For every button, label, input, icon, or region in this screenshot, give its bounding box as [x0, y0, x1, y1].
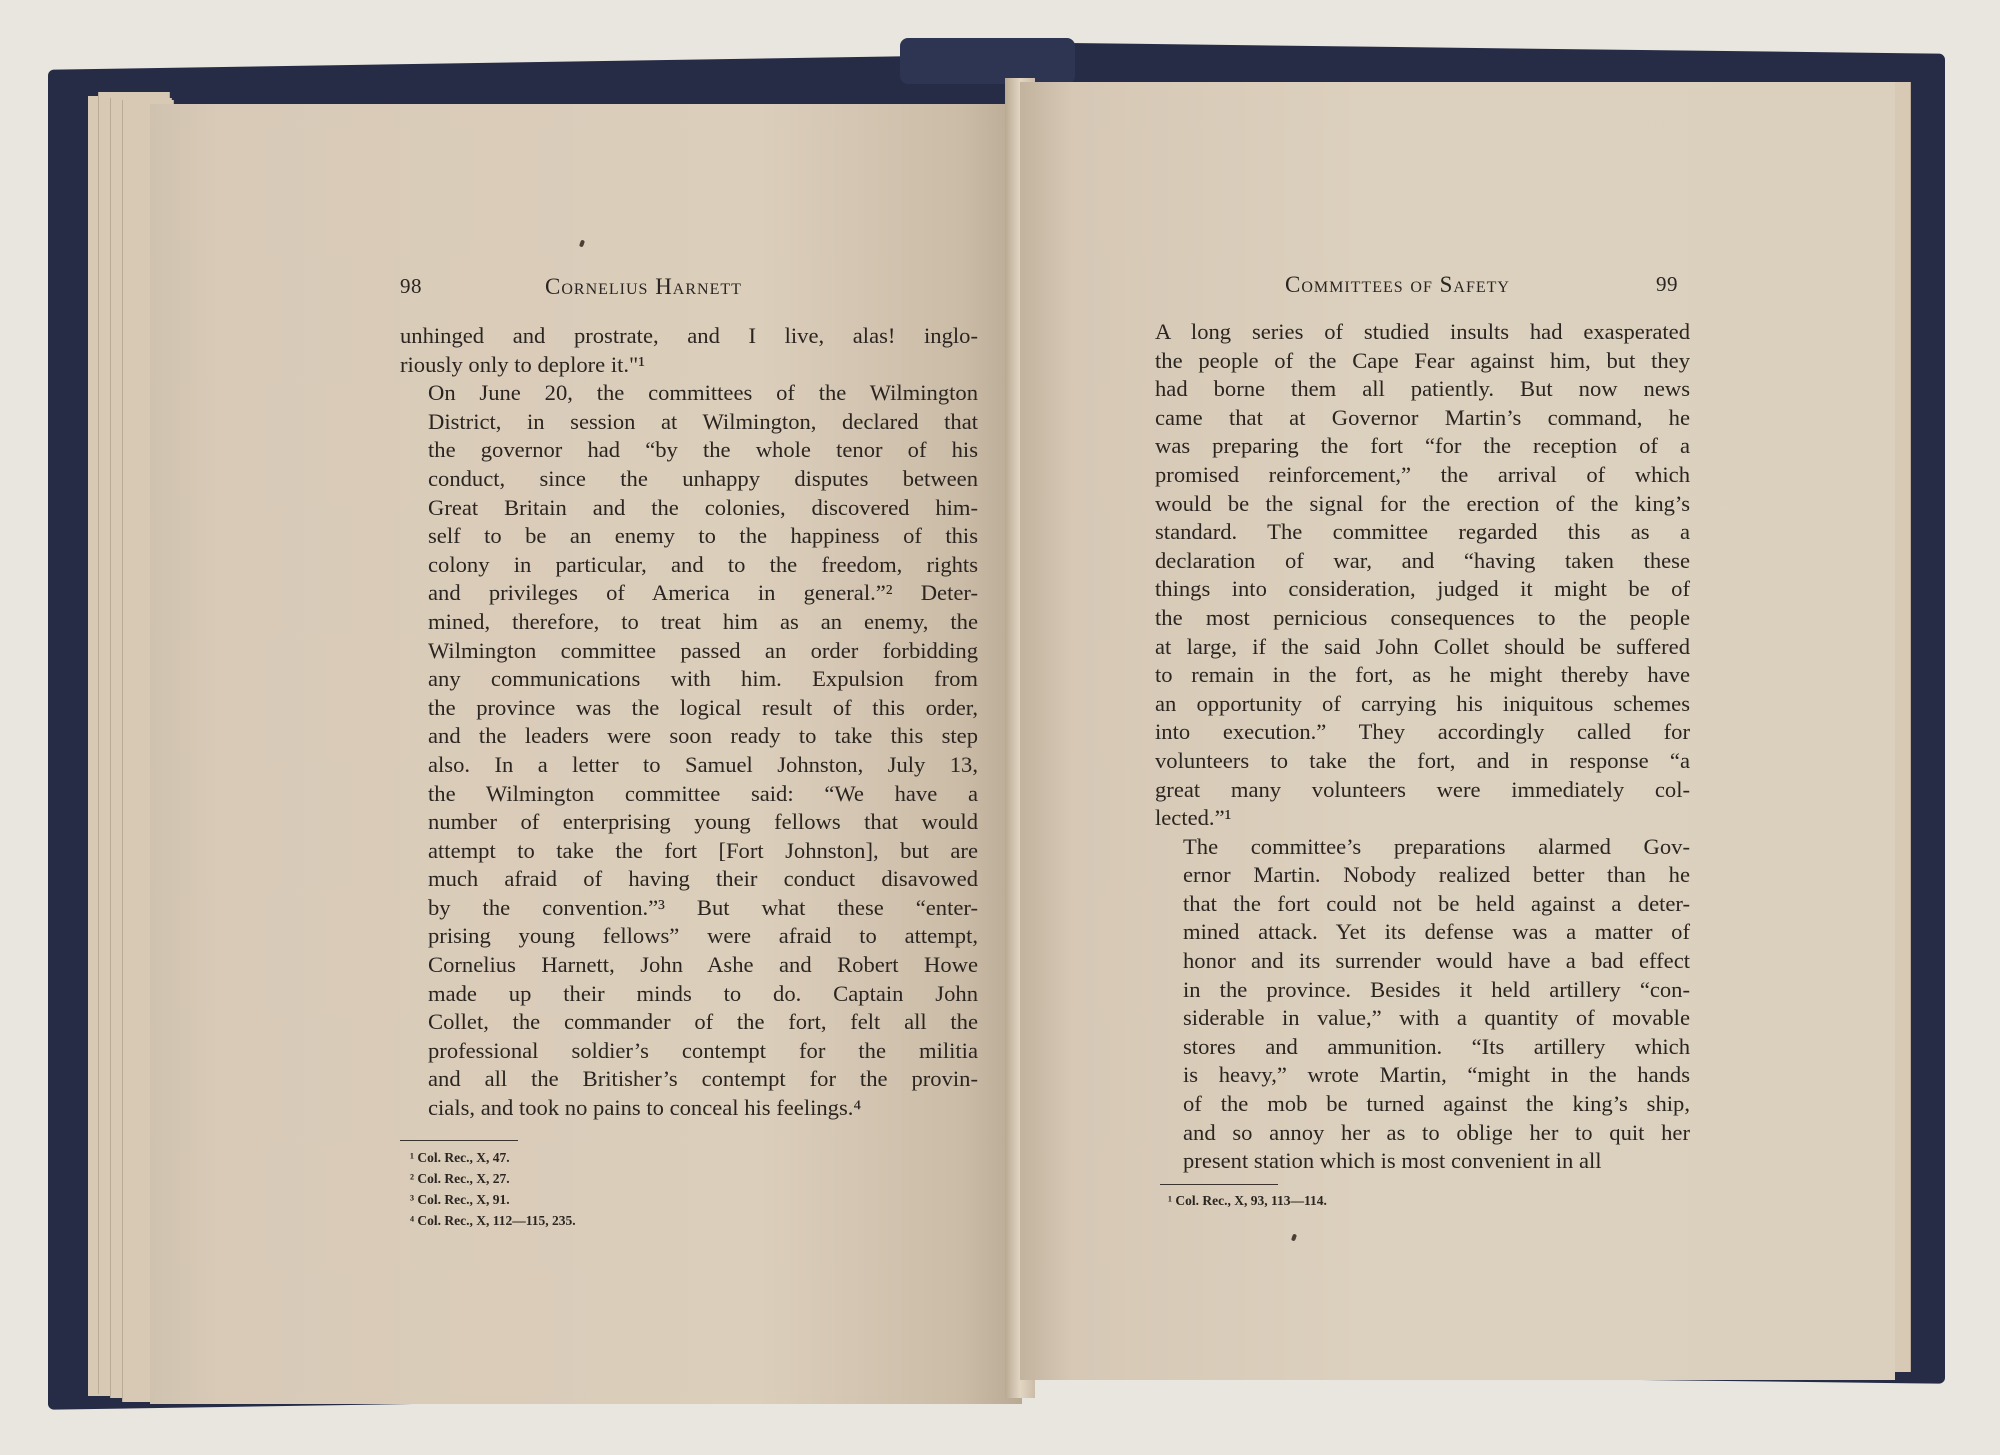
text-line: came that at Governor Martin’s command, he — [1155, 404, 1690, 430]
text-line: was preparing the fort “for the reception of a — [1155, 433, 1690, 459]
text-line: attempt to take the fort [Fort Johnston], but are — [428, 837, 978, 863]
text-line: Great Britain and the colonies, discovered him- — [428, 494, 978, 520]
footnotes-right — [1168, 1190, 1327, 1211]
text-line: that the fort could not be held against a deter- — [1183, 890, 1690, 916]
footnote: ³ Col. Rec., X, 91. — [410, 1192, 510, 1207]
text-line: promised reinforcement,” the arrival of which — [1155, 461, 1690, 487]
text-line: present station which is most convenient in all — [1183, 1148, 1602, 1174]
text-line: also. In a letter to Samuel Johnston, July 13, — [428, 751, 978, 777]
text-line: made up their minds to do. Captain John — [428, 980, 978, 1006]
text-line: A long series of studied insults had exasperated — [1155, 319, 1690, 344]
text-line: any communications with him. Expulsion from — [428, 666, 978, 692]
text-line: the Wilmington committee said: “We have a — [428, 780, 978, 806]
text-line: the people of the Cape Fear against him, but they — [1155, 347, 1690, 373]
paragraph — [1155, 833, 1690, 1176]
left-page — [150, 104, 1022, 1404]
text-line: in the province. Besides it held artillery “con- — [1183, 976, 1690, 1002]
right-body-text — [1155, 318, 1690, 1176]
text-line: honor and its surrender would have a bad effect — [1183, 948, 1690, 974]
text-line: volunteers to take the fort, and in response “a — [1155, 747, 1690, 773]
text-line: colony in particular, and to the freedom, rights — [428, 551, 978, 577]
text-line: the governor had “by the whole tenor of his — [428, 437, 978, 463]
text-line: and so annoy her as to oblige her to quit her — [1183, 1119, 1690, 1145]
text-line: cials, and took no pains to conceal his feelings.⁴ — [428, 1095, 862, 1121]
text-line: Wilmington committee passed an order forbidding — [428, 637, 978, 663]
running-head-right: Committees of Safety — [1285, 272, 1510, 297]
book-spine — [900, 38, 1075, 84]
text-line: is heavy,” wrote Martin, “might in the hands — [1183, 1062, 1690, 1088]
text-line: Cornelius Harnett, John Ashe and Robert Howe — [428, 952, 978, 978]
text-line: things into consideration, judged it might be of — [1155, 576, 1690, 602]
text-line: conduct, since the unhappy disputes between — [428, 465, 978, 491]
text-line: ernor Martin. Nobody realized better than he — [1183, 862, 1690, 888]
paragraph — [400, 322, 978, 379]
text-line: lected.”¹ — [1155, 805, 1232, 831]
text-line: Collet, the commander of the fort, felt all the — [428, 1009, 978, 1035]
text-line: into execution.” They accordingly called for — [1155, 719, 1690, 745]
paragraph — [1155, 318, 1690, 833]
text-line: much afraid of having their conduct disavowed — [428, 866, 978, 892]
text-line: mined attack. Yet its defense was a matter of — [1183, 919, 1690, 945]
footnotes-left — [410, 1147, 576, 1231]
right-page — [1020, 82, 1895, 1380]
text-line: great many volunteers were immediately col- — [1155, 776, 1690, 802]
text-line: would be the signal for the erection of the king’s — [1155, 490, 1690, 516]
text-line: self to be an enemy to the happiness of this — [428, 523, 978, 549]
footnote-rule — [400, 1140, 518, 1141]
footnote: ² Col. Rec., X, 27. — [410, 1171, 510, 1186]
text-line: standard. The committee regarded this as a — [1155, 519, 1690, 545]
text-line: and privileges of America in general.”² Deter- — [428, 580, 978, 606]
text-line: the most pernicious consequences to the people — [1155, 604, 1690, 630]
text-line: and the leaders were soon ready to take this step — [428, 723, 978, 749]
text-line: number of enterprising young fellows that would — [428, 809, 978, 835]
footnote-rule — [1160, 1184, 1278, 1185]
text-line: On June 20, the committees of the Wilmington — [428, 380, 978, 406]
text-line: prising young fellows” were afraid to attempt, — [428, 923, 978, 949]
left-body-text — [400, 322, 978, 1123]
text-line: mined, therefore, to treat him as an enemy, the — [428, 608, 978, 634]
footnote: ⁴ Col. Rec., X, 112—115, 235. — [410, 1213, 576, 1228]
text-line: declaration of war, and “having taken these — [1155, 547, 1690, 573]
text-line: unhinged and prostrate, and I live, alas! inglo- — [400, 323, 978, 348]
text-line: The committee’s preparations alarmed Gov- — [1183, 833, 1690, 859]
text-line: at large, if the said John Collet should be suffered — [1155, 633, 1690, 659]
text-line: siderable in value,” with a quantity of movable — [1183, 1005, 1690, 1031]
running-head-left: Cornelius Harnett — [545, 274, 742, 299]
text-line: of the mob be turned against the king’s ship, — [1183, 1091, 1690, 1117]
text-line: to remain in the fort, as he might thereby have — [1155, 662, 1690, 688]
footnote: ¹ Col. Rec., X, 47. — [410, 1150, 510, 1165]
ink-speck — [579, 240, 585, 248]
text-line: had borne them all patiently. But now news — [1155, 376, 1690, 402]
paragraph — [400, 379, 978, 1122]
page-number-right: 99 — [1656, 272, 1678, 296]
text-line: District, in session at Wilmington, declared that — [428, 408, 978, 434]
text-line: stores and ammunition. “Its artillery which — [1183, 1033, 1690, 1059]
text-line: riously only to deplore it."¹ — [400, 351, 646, 377]
text-line: by the convention.”³ But what these “enter- — [428, 894, 978, 920]
text-line: and all the Britisher’s contempt for the provin- — [428, 1066, 978, 1092]
ink-speck — [1291, 1234, 1297, 1242]
text-line: an opportunity of carrying his iniquitous schemes — [1155, 690, 1690, 716]
text-line: professional soldier’s contempt for the militia — [428, 1037, 978, 1063]
page-number-left: 98 — [400, 274, 422, 298]
text-line: the province was the logical result of this order, — [428, 694, 978, 720]
footnote: ¹ Col. Rec., X, 93, 113—114. — [1168, 1193, 1327, 1208]
